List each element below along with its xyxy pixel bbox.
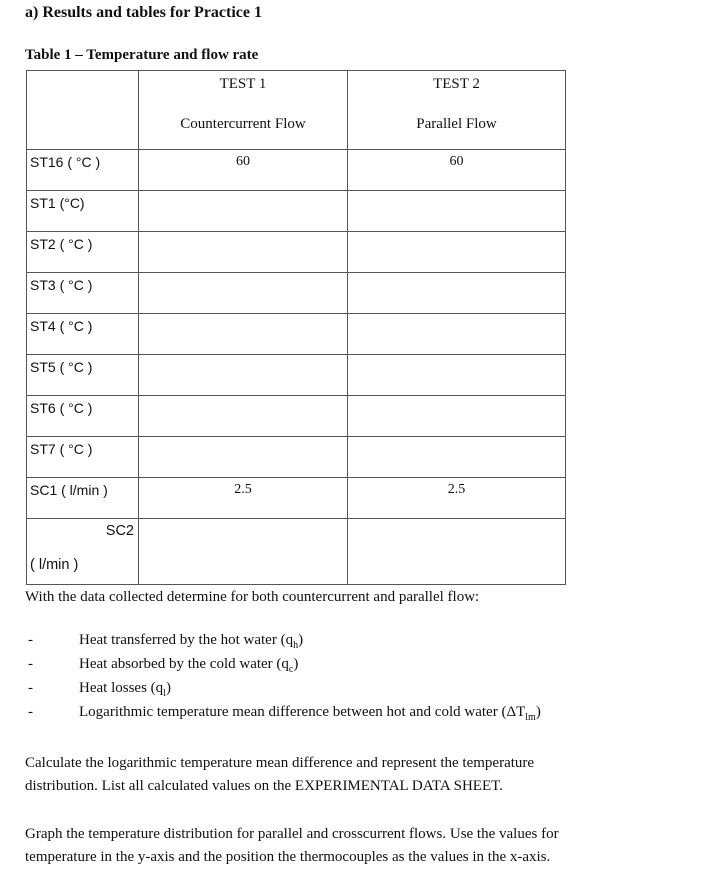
- test2-value: [348, 396, 566, 437]
- row-label: ST16 ( °C ): [27, 150, 139, 191]
- test1-value: 60: [139, 150, 348, 191]
- bullet-text: Heat losses (q: [79, 680, 164, 696]
- row-label: ST6 ( °C ): [27, 396, 139, 437]
- table-row: [27, 232, 566, 273]
- header-test2: [348, 71, 566, 150]
- table-row: [27, 273, 566, 314]
- test2-value: [348, 191, 566, 232]
- row-label: ST2 ( °C ): [27, 232, 139, 273]
- bullet-text: Heat absorbed by the cold water (q: [79, 656, 289, 672]
- test1-value: [139, 396, 348, 437]
- sc2-label-cell: [27, 519, 139, 585]
- bullet-subscript: h: [293, 640, 299, 651]
- paragraph-line: temperature in the y-axis and the position the thermocouples as the values in the x-axis.: [25, 849, 551, 865]
- calculation-paragraph: [25, 752, 534, 798]
- bullet-dash: -: [28, 704, 33, 720]
- test1-value: [139, 273, 348, 314]
- table-row-sc2: [27, 519, 566, 585]
- table-row: [27, 396, 566, 437]
- test1-label: TEST 1: [219, 76, 267, 92]
- bullet-text: Logarithmic temperature mean difference between hot and cold water (ΔT: [79, 704, 526, 720]
- test2-value: [348, 314, 566, 355]
- bullet-end: ): [165, 680, 171, 696]
- countercurrent-flow-label: Countercurrent Flow: [180, 116, 306, 132]
- sc2-unit-label: ( l/min ): [30, 557, 79, 573]
- intro-text: With the data collected determine for both countercurrent and parallel flow:: [25, 589, 480, 605]
- test1-value: [139, 232, 348, 273]
- test1-value: 2.5: [139, 478, 348, 519]
- bullet-dash: -: [28, 656, 33, 672]
- row-label: ST1 (°C): [27, 191, 139, 232]
- table-row: [27, 150, 566, 191]
- table-caption: Table 1 – Temperature and flow rate: [25, 47, 259, 63]
- bullet-dash: -: [28, 632, 33, 648]
- bullet-end: ): [298, 632, 304, 648]
- row-label: ST3 ( °C ): [27, 273, 139, 314]
- paragraph-line: Calculate the logarithmic temperature mean difference and represent the temperature: [25, 755, 535, 771]
- table-row: [27, 314, 566, 355]
- test2-value: [348, 519, 566, 585]
- header-test1: [139, 71, 348, 150]
- sc2-label: SC2: [105, 523, 134, 539]
- test2-label: TEST 2: [433, 76, 480, 92]
- row-label: ST5 ( °C ): [27, 355, 139, 396]
- paragraph-line: Graph the temperature distribution for parallel and crosscurrent flows. Use the values for: [25, 826, 559, 842]
- test2-value: 60: [348, 150, 566, 191]
- test1-value: [139, 437, 348, 478]
- bullet-dash: -: [28, 680, 33, 696]
- row-label: ST7 ( °C ): [27, 437, 139, 478]
- graph-paragraph: [25, 823, 559, 869]
- test2-value: [348, 232, 566, 273]
- test2-value: [348, 437, 566, 478]
- test2-value: [348, 355, 566, 396]
- parallel-flow-label: Parallel Flow: [416, 116, 497, 132]
- bullet-text: Heat transferred by the hot water (q: [79, 632, 294, 648]
- test2-value: [348, 273, 566, 314]
- bullet-end: ): [535, 704, 541, 720]
- header-empty-cell: [27, 71, 139, 150]
- row-label: SC1 ( l/min ): [27, 478, 139, 519]
- table-row: [27, 191, 566, 232]
- table-row: [27, 355, 566, 396]
- bullet-subscript: lm: [525, 712, 536, 723]
- test2-value: 2.5: [348, 478, 566, 519]
- test1-value: [139, 355, 348, 396]
- row-label: ST4 ( °C ): [27, 314, 139, 355]
- bullet-subscript: c: [288, 664, 294, 675]
- test1-value: [139, 314, 348, 355]
- bullet-subscript: l: [163, 688, 166, 699]
- bullet-end: ): [293, 656, 299, 672]
- section-heading: a) Results and tables for Practice 1: [25, 4, 262, 21]
- temperature-flow-table: [26, 70, 566, 585]
- paragraph-line: distribution. List all calculated values on the EXPERIMENTAL DATA SHEET.: [25, 778, 503, 794]
- table-row: [27, 478, 566, 519]
- test1-value: [139, 519, 348, 585]
- table-row: [27, 437, 566, 478]
- test1-value: [139, 191, 348, 232]
